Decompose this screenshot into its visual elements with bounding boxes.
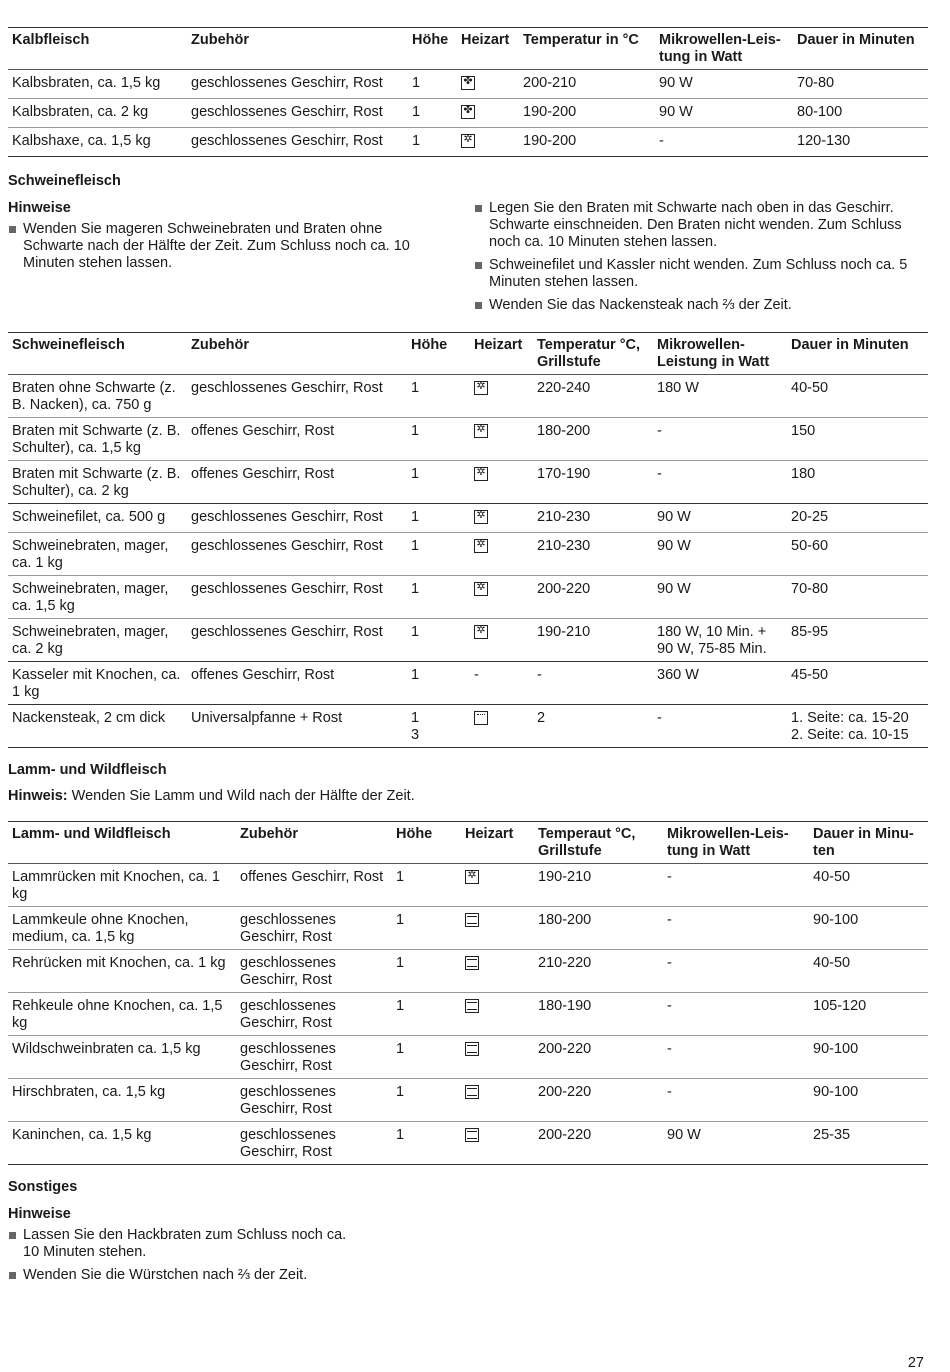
- top-bottom-heat-icon: [465, 999, 479, 1013]
- hinweis-text: Wenden Sie Lamm und Wild nach der Hälfte der Zeit.: [67, 788, 415, 804]
- table-cell: geschlossenes Geschirr, Rost: [191, 380, 383, 396]
- table-cell: Rehkeule ohne Knochen, ca. 1,5 kg: [12, 998, 223, 1031]
- table-cell: Wildschweinbraten ca. 1,5 kg: [12, 1041, 201, 1057]
- table-cell: 70-80: [791, 581, 829, 597]
- table-cell: Braten mit Schwarte (z. B. Schulter), ca. 1,5 kg: [12, 423, 181, 456]
- table-cell: 1: [411, 509, 420, 525]
- table-cell: geschlossenes Geschirr, Rost: [240, 1127, 336, 1160]
- table-cell: 190-200: [523, 133, 577, 149]
- table-cell: 1: [412, 75, 421, 91]
- header-cell: Temperatur in °C: [523, 32, 639, 48]
- header-cell: Zubehör: [191, 337, 249, 353]
- table-cell: 190-210: [537, 624, 591, 640]
- header-cell: Kalbfleisch: [12, 32, 90, 48]
- table-cell: 200-210: [523, 75, 577, 91]
- header-cell: Dauer in Minu-ten: [813, 826, 914, 859]
- table-cell: 20-25: [791, 509, 829, 525]
- table-cell: -: [667, 998, 672, 1014]
- table-cell: 1: [412, 133, 421, 149]
- table-cell: 90 W: [657, 509, 691, 525]
- table-cell: geschlossenes Geschirr, Rost: [240, 998, 336, 1031]
- header-cell: Höhe: [412, 32, 449, 48]
- table-row: [8, 993, 928, 1036]
- table-cell: 220-240: [537, 380, 591, 396]
- hinweis-label: Hinweis:: [8, 788, 68, 804]
- heating-mode-cell: [470, 418, 533, 461]
- table-row: [8, 1122, 928, 1165]
- table-row: [8, 533, 928, 576]
- table-cell: 180-200: [538, 912, 592, 928]
- table-cell: offenes Geschirr, Rost: [191, 423, 335, 439]
- note-item: Wenden Sie die Würstchen nach ⅔ der Zeit.: [8, 1267, 353, 1284]
- section-title: Lamm- und Wildfleisch: [8, 762, 167, 778]
- header-cell: Heizart: [474, 337, 523, 353]
- table-cell: offenes Geschirr, Rost: [191, 667, 335, 683]
- table-cell: 90 W: [657, 538, 691, 554]
- heating-mode-cell: [461, 993, 534, 1036]
- table-cell: Nackensteak, 2 cm dick: [12, 710, 166, 726]
- table-cell: 90 W: [659, 104, 693, 120]
- heating-mode-cell: [470, 504, 533, 533]
- table-cell: 1: [411, 667, 420, 683]
- table-cell: -: [667, 1084, 672, 1100]
- table-cell: 200-220: [537, 581, 591, 597]
- circulating-fan-icon: [474, 510, 488, 524]
- table-cell: 90 W: [657, 581, 691, 597]
- header-cell: Mikrowellen-Leistung in Watt: [657, 337, 770, 370]
- header-cell: Mikrowellen-Leis-tung in Watt: [659, 32, 781, 65]
- page-number: 27: [907, 1355, 924, 1371]
- hinweise-block: [8, 200, 928, 320]
- table-cell: 40-50: [813, 869, 851, 885]
- circulating-fan-icon: [474, 424, 488, 438]
- table-cell: geschlossenes Geschirr, Rost: [191, 104, 383, 120]
- table-row: [8, 907, 928, 950]
- table-cell: 360 W: [657, 667, 699, 683]
- table-cell: 1: [411, 423, 420, 439]
- grill-icon: [474, 711, 488, 725]
- table-cell: 210-220: [538, 955, 592, 971]
- table-cell: 200-220: [538, 1127, 592, 1143]
- table-header-row: [8, 333, 928, 375]
- table-cell: 170-190: [537, 466, 591, 482]
- table-cell: Schweinebraten, mager, ca. 2 kg: [12, 624, 169, 657]
- table-row: [8, 99, 928, 128]
- table-cell: 90-100: [813, 912, 859, 928]
- fan-icon: [461, 76, 475, 90]
- top-bottom-heat-icon: [465, 1042, 479, 1056]
- table-row: [8, 1036, 928, 1079]
- table-cell: Lammrücken mit Knochen, ca. 1 kg: [12, 869, 220, 902]
- table-cell: geschlossenes Geschirr, Rost: [240, 1041, 336, 1074]
- section-title: Sonstiges: [8, 1179, 78, 1195]
- table-cell: Kaninchen, ca. 1,5 kg: [12, 1127, 152, 1143]
- section-title: Schweinefleisch: [8, 173, 121, 189]
- header-cell: Lamm- und Wildfleisch: [12, 826, 171, 842]
- fan-icon: [461, 105, 475, 119]
- table-cell: 150: [791, 423, 816, 439]
- table-cell: 85-95: [791, 624, 829, 640]
- circulating-fan-icon: [474, 381, 488, 395]
- table-cell: -: [667, 1041, 672, 1057]
- table-row: [8, 70, 928, 99]
- heating-mode-cell: [461, 1122, 534, 1165]
- header-cell: Höhe: [411, 337, 448, 353]
- table-cell: -: [657, 710, 662, 726]
- note-item: Legen Sie den Braten mit Schwarte nach oben in das Geschirr. Schwarte einschneiden. Den Braten nicht wenden. Zum Schluss noch ca. 10 Minuten stehen lassen.: [474, 200, 914, 251]
- note-item: Lassen Sie den Hackbraten zum Schluss noch ca. 10 Minuten stehen.: [8, 1227, 353, 1261]
- table-cell: Schweinebraten, mager, ca. 1,5 kg: [12, 581, 169, 614]
- schweinefleisch-table: [8, 332, 928, 748]
- table-cell: 200-220: [538, 1084, 592, 1100]
- note-item: Wenden Sie mageren Schweinebraten und Braten ohne Schwarte nach der Hälfte der Zeit. Zum Schluss noch ca. 10 Minuten stehen lassen.: [8, 221, 428, 272]
- table-cell: 1. Seite: ca. 15-20 2. Seite: ca. 10-15: [791, 710, 909, 743]
- header-cell: Heizart: [465, 826, 514, 842]
- table-cell: 70-80: [797, 75, 835, 91]
- header-cell: Dauer in Minuten: [791, 337, 909, 353]
- table-row: [8, 461, 928, 504]
- table-cell: 120-130: [797, 133, 851, 149]
- table-cell: 190-200: [523, 104, 577, 120]
- heating-mode-cell: [470, 576, 533, 619]
- heating-mode-cell: [461, 864, 534, 907]
- table-cell: 1: [396, 1084, 405, 1100]
- table-cell: 90-100: [813, 1041, 859, 1057]
- table-cell: 1: [396, 955, 405, 971]
- table-cell: Universalpfanne + Rost: [191, 710, 343, 726]
- table-header-row: [8, 28, 928, 70]
- table-row: [8, 576, 928, 619]
- lamm-wild-section: [8, 762, 928, 805]
- table-cell: 25-35: [813, 1127, 851, 1143]
- table-cell: 1: [411, 538, 420, 554]
- notes-left-column: [8, 200, 462, 320]
- heating-mode-cell: [470, 619, 533, 662]
- table-cell: Schweinefilet, ca. 500 g: [12, 509, 166, 525]
- table-cell: 90-100: [813, 1084, 859, 1100]
- table-cell: 2: [537, 710, 546, 726]
- lamm-wild-table: [8, 821, 928, 1165]
- header-cell: Höhe: [396, 826, 433, 842]
- table-cell: 45-50: [791, 667, 829, 683]
- heating-mode-cell: [461, 907, 534, 950]
- circulating-fan-icon: [461, 134, 475, 148]
- heating-mode-cell: [470, 375, 533, 418]
- heating-mode-cell: [457, 99, 519, 128]
- table-row: [8, 504, 928, 533]
- table-cell: 1: [396, 869, 405, 885]
- table-cell: geschlossenes Geschirr, Rost: [191, 624, 383, 640]
- table-cell: 190-210: [538, 869, 592, 885]
- circulating-fan-icon: [474, 582, 488, 596]
- table-cell: Kalbshaxe, ca. 1,5 kg: [12, 133, 151, 149]
- hinweise-title: Hinweise: [8, 1206, 71, 1222]
- hinweise-title: Hinweise: [8, 200, 71, 216]
- table-cell: 50-60: [791, 538, 829, 554]
- kalbfleisch-table: [8, 27, 928, 157]
- table-cell: 1: [412, 104, 421, 120]
- table-cell: geschlossenes Geschirr, Rost: [240, 955, 336, 988]
- top-bottom-heat-icon: [465, 956, 479, 970]
- top-bottom-heat-icon: [465, 1085, 479, 1099]
- header-cell: Zubehör: [240, 826, 298, 842]
- table-cell: 1: [396, 998, 405, 1014]
- circulating-fan-icon: [474, 625, 488, 639]
- header-cell: Dauer in Minuten: [797, 32, 915, 48]
- table-cell: geschlossenes Geschirr, Rost: [240, 1084, 336, 1117]
- table-cell: 180-200: [537, 423, 591, 439]
- heating-mode-cell: [461, 1079, 534, 1122]
- sonstiges-section: [8, 1179, 928, 1284]
- circulating-fan-icon: [474, 539, 488, 553]
- table-row: [8, 128, 928, 157]
- top-bottom-heat-icon: [465, 913, 479, 927]
- table-cell: 180 W: [657, 380, 699, 396]
- table-cell: 105-120: [813, 998, 867, 1014]
- notes-right-column: [462, 200, 928, 320]
- table-row: [8, 418, 928, 461]
- table-cell: geschlossenes Geschirr, Rost: [191, 75, 383, 91]
- table-header-row: [8, 822, 928, 864]
- table-cell: -: [537, 667, 542, 683]
- table-row: [8, 864, 928, 907]
- header-cell: Zubehör: [191, 32, 249, 48]
- circulating-fan-icon: [474, 467, 488, 481]
- table-cell: Braten ohne Schwarte (z. B. Nacken), ca. 750 g: [12, 380, 176, 413]
- schweinefleisch-section: [8, 173, 928, 320]
- table-cell: -: [474, 667, 479, 683]
- table-cell: 180 W, 10 Min. + 90 W, 75-85 Min.: [657, 624, 767, 657]
- table-cell: -: [657, 466, 662, 482]
- heating-mode-cell: [461, 950, 534, 993]
- table-row: [8, 950, 928, 993]
- table-cell: 1: [396, 1041, 405, 1057]
- table-cell: 80-100: [797, 104, 843, 120]
- circulating-fan-icon: [465, 870, 479, 884]
- table-cell: 210-230: [537, 538, 591, 554]
- table-cell: offenes Geschirr, Rost: [191, 466, 335, 482]
- heating-mode-cell: [470, 533, 533, 576]
- table-cell: 1 3: [411, 710, 420, 743]
- table-cell: offenes Geschirr, Rost: [240, 869, 384, 885]
- hinweis-paragraph: [8, 788, 928, 805]
- note-item: Schweinefilet und Kassler nicht wenden. Zum Schluss noch ca. 5 Minuten stehen lassen.: [474, 257, 914, 291]
- table-cell: 200-220: [538, 1041, 592, 1057]
- table-cell: 1: [411, 466, 420, 482]
- note-item: Wenden Sie das Nackensteak nach ⅔ der Zeit.: [474, 297, 914, 314]
- table-cell: 90 W: [667, 1127, 701, 1143]
- table-cell: -: [659, 133, 664, 149]
- table-cell: geschlossenes Geschirr, Rost: [191, 133, 383, 149]
- table-row: [8, 705, 928, 748]
- heating-mode-cell: [470, 705, 533, 748]
- table-cell: Kalbsbraten, ca. 2 kg: [12, 104, 149, 120]
- heating-mode-cell: [461, 1036, 534, 1079]
- table-cell: 40-50: [813, 955, 851, 971]
- table-cell: geschlossenes Geschirr, Rost: [191, 538, 383, 554]
- header-cell: Temperaut °C, Grillstufe: [538, 826, 636, 859]
- table-cell: 1: [411, 380, 420, 396]
- table-cell: 1: [411, 624, 420, 640]
- table-cell: 1: [396, 912, 405, 928]
- table-cell: 90 W: [659, 75, 693, 91]
- table-row: [8, 1079, 928, 1122]
- table-cell: -: [657, 423, 662, 439]
- table-cell: 180-190: [538, 998, 592, 1014]
- table-row: [8, 619, 928, 662]
- table-cell: Braten mit Schwarte (z. B. Schulter), ca. 2 kg: [12, 466, 181, 499]
- table-row: [8, 662, 928, 705]
- heating-mode-cell: [457, 128, 519, 157]
- table-cell: -: [667, 955, 672, 971]
- table-cell: Rehrücken mit Knochen, ca. 1 kg: [12, 955, 226, 971]
- table-cell: 40-50: [791, 380, 829, 396]
- table-cell: Lammkeule ohne Knochen, medium, ca. 1,5 kg: [12, 912, 189, 945]
- header-cell: Heizart: [461, 32, 510, 48]
- header-cell: Temperatur °C, Grillstufe: [537, 337, 641, 370]
- table-cell: -: [667, 912, 672, 928]
- heating-mode-cell: [457, 70, 519, 99]
- table-cell: Hirschbraten, ca. 1,5 kg: [12, 1084, 166, 1100]
- page: [8, 27, 928, 1290]
- table-cell: geschlossenes Geschirr, Rost: [191, 509, 383, 525]
- header-cell: Mikrowellen-Leis-tung in Watt: [667, 826, 789, 859]
- table-cell: 1: [396, 1127, 405, 1143]
- heating-mode-cell: [470, 461, 533, 504]
- table-cell: 1: [411, 581, 420, 597]
- table-cell: -: [667, 869, 672, 885]
- header-cell: Schweinefleisch: [12, 337, 125, 353]
- table-cell: geschlossenes Geschirr, Rost: [240, 912, 336, 945]
- table-cell: Kasseler mit Knochen, ca. 1 kg: [12, 667, 181, 700]
- table-row: [8, 375, 928, 418]
- table-cell: Kalbsbraten, ca. 1,5 kg: [12, 75, 161, 91]
- table-cell: Schweinebraten, mager, ca. 1 kg: [12, 538, 169, 571]
- table-cell: 210-230: [537, 509, 591, 525]
- table-cell: geschlossenes Geschirr, Rost: [191, 581, 383, 597]
- table-cell: 180: [791, 466, 816, 482]
- top-bottom-heat-icon: [465, 1128, 479, 1142]
